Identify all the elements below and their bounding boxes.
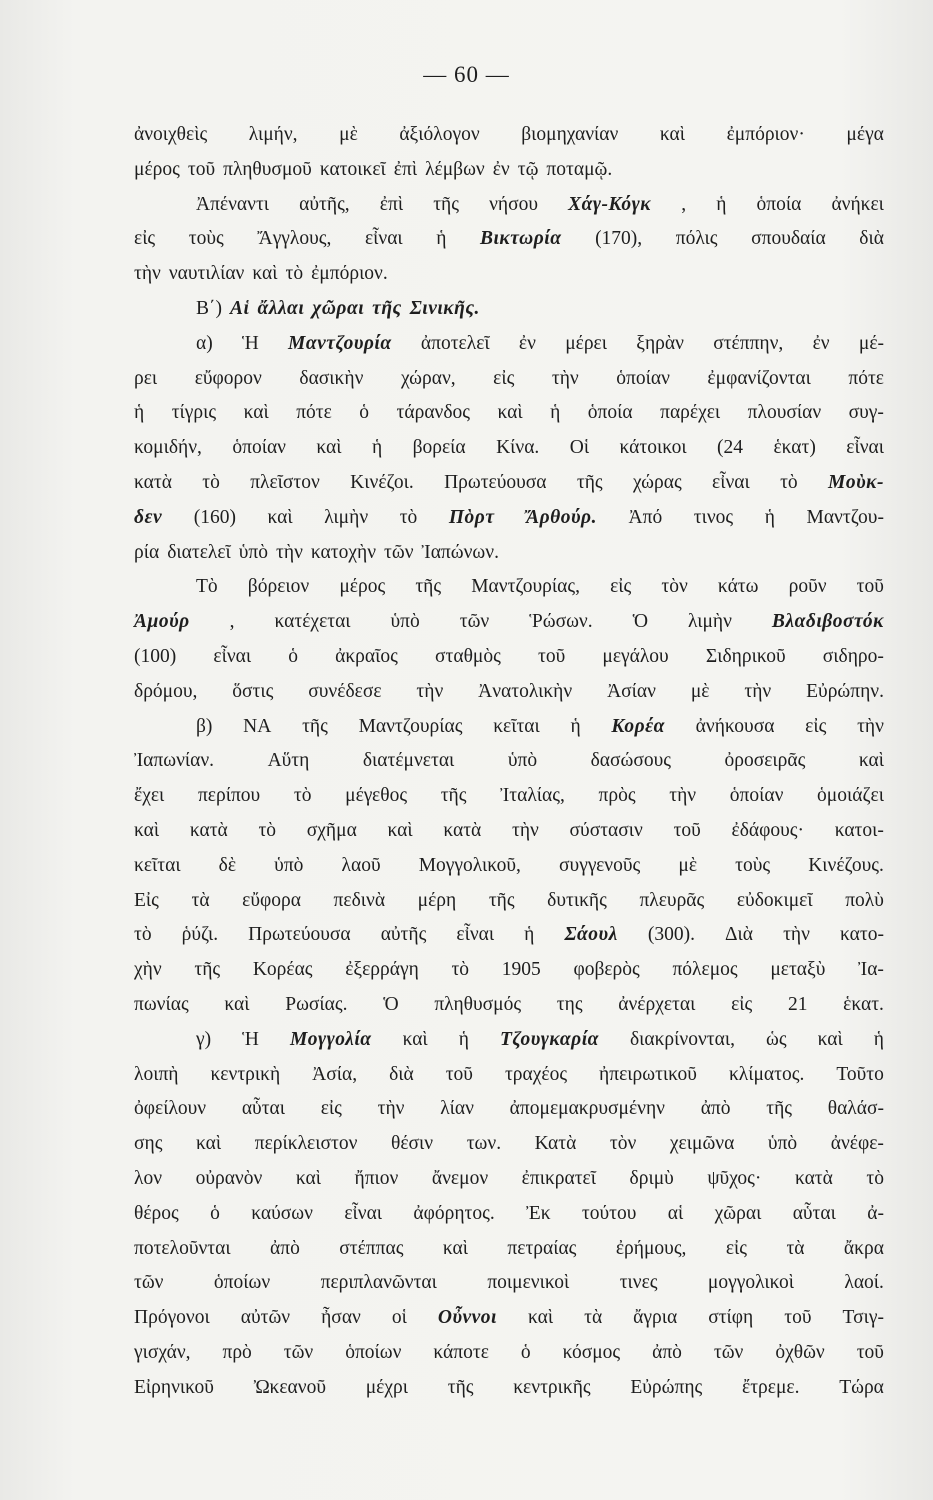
text-line: πωνίας καὶ Ρωσίας. Ὁ πληθυσμός της ἀνέρχεται εἰς 21 ἑκατ. — [134, 993, 884, 1015]
text-line: λον οὐρανὸν καὶ ἤπιον ἄνεμον ἐπικρατεῖ δριμὺ ψῦχος· κατὰ τὸ — [134, 1167, 884, 1189]
body-text — [134, 118, 884, 1405]
text-line: (100) εἶναι ὁ ἀκραῖος σταθμὸς τοῦ μεγάλου Σιδηρικοῦ σιδηρο- — [134, 645, 884, 667]
text-line: τῶν ὁποίων περιπλανῶνται ποιμενικοὶ τινες μογγολικοὶ λαοί. — [134, 1272, 884, 1294]
text-line: δεν (160) καὶ λιμὴν τὸ Πὸρτ Ἄρθούρ. Ἀπό τινος ἡ Μαντζου- — [134, 506, 884, 528]
page-number: — 60 — — [423, 62, 510, 87]
text-line: λοιπὴ κεντρικὴ Ἀσία, διὰ τοῦ τραχέος ἠπειρωτικοῦ κλίματος. Τοῦτο — [134, 1063, 884, 1085]
text-line: σης καὶ περίκλειστον θέσιν των. Κατὰ τὸν χειμῶνα ὑπὸ ἀνέφε- — [134, 1133, 884, 1155]
text-line: Ἀπέναντι αὐτῆς, ἐπὶ τῆς νήσου Χάγ-Κόγκ , ἡ ὁποία ἀνήκει — [196, 193, 884, 215]
text-line: δρόμου, ὅστις συνέδεσε τὴν Ἀνατολικὴν Ἀσίαν μὲ τὴν Εὐρώπην. — [134, 680, 884, 702]
text-line: ποτελοῦνται ἀπὸ στέππας καὶ πετραίας ἐρήμους, εἰς τὰ ἄκρα — [134, 1237, 884, 1259]
text-line: γισχάν, πρὸ τῶν ὁποίων κάποτε ὁ κόσμος ἀπὸ τῶν ὀχθῶν τοῦ — [134, 1341, 884, 1363]
text-line: Β΄) Αἱ ἄλλαι χῶραι τῆς Σινικῆς. — [196, 297, 480, 319]
text-line: ἀνοιχθεὶς λιμήν, μὲ ἀξιόλογον βιομηχανίαν καὶ ἐμπόριον· μέγα — [134, 124, 884, 145]
text-line: ρία διατελεῖ ὑπὸ τὴν κατοχὴν τῶν Ἰαπώνων. — [134, 541, 499, 563]
text-line: μέρος τοῦ πληθυσμοῦ κατοικεῖ ἐπὶ λέμβων ἐν τῷ ποταμῷ. — [134, 158, 613, 180]
text-line: τὴν ναυτιλίαν καὶ τὸ ἐμπόριον. — [134, 263, 388, 285]
text-line: κατὰ τὸ πλεῖστον Κινέζοι. Πρωτεύουσα τῆς χώρας εἶναι τὸ Μοὺκ- — [134, 471, 884, 493]
text-line: ὀφείλουν αὗται εἰς τὴν λίαν ἀπομεμακρυσμένην ἀπὸ τῆς θαλάσ- — [134, 1098, 884, 1120]
text-line: Εἰρηνικοῦ Ὠκεανοῦ μέχρι τῆς κεντρικῆς Εὐρώπης ἔτρεμε. Τώρα — [134, 1376, 884, 1398]
text-line: κομιδήν, ὁποίαν καὶ ἡ βορεία Κίνα. Οἱ κάτοικοι (24 ἑκατ) εἶναι — [134, 437, 884, 459]
text-line: χὴν τῆς Κορέας ἐξερράγη τὸ 1905 φοβερὸς πόλεμος μεταξὺ Ἰα- — [134, 959, 884, 981]
text-line: α) Ἡ Μαντζουρία ἀποτελεῖ ἐν μέρει ξηρὰν στέππην, ἐν μέ- — [196, 332, 884, 354]
text-line: θέρος ὁ καύσων εἶναι ἀφόρητος. Ἐκ τούτου αἱ χῶραι αὗται ἀ- — [134, 1202, 884, 1224]
text-line: τὸ ῥύζι. Πρωτεύουσα αὐτῆς εἶναι ἡ Σάουλ (300). Διὰ τὴν κατο- — [134, 924, 884, 946]
text-line: Τὸ βόρειον μέρος τῆς Μαντζουρίας, εἰς τὸν κάτω ροῦν τοῦ — [196, 576, 884, 598]
text-line: εἰς τοὺς Ἄγγλους, εἶναι ἡ Βικτωρία (170), πόλις σπουδαία διὰ — [134, 228, 884, 250]
text-line: ἡ τίγρις καὶ πότε ὁ τάρανδος καὶ ἡ ὁποία παρέχει πλουσίαν συγ- — [134, 402, 884, 424]
text-line: κεῖται δὲ ὑπὸ λαοῦ Μογγολικοῦ, συγγενοῦς μὲ τοὺς Κινέζους. — [134, 854, 884, 876]
text-line: Εἰς τὰ εὔφορα πεδινὰ μέρη τῆς δυτικῆς πλευρᾶς εὐδοκιμεῖ πολὺ — [134, 889, 884, 911]
text-line: β) ΝΑ τῆς Μαντζουρίας κεῖται ἡ Κορέα ἀνήκουσα εἰς τὴν — [196, 715, 884, 737]
text-line: καὶ κατὰ τὸ σχῆμα καὶ κατὰ τὴν σύστασιν τοῦ ἐδάφους· κατοι- — [134, 819, 884, 841]
text-line: Πρόγονοι αὐτῶν ἦσαν οἱ Οὖννοι καὶ τὰ ἄγρια στίφη τοῦ Τσιγ- — [134, 1307, 884, 1329]
text-line: γ) Ἡ Μογγολία καὶ ἡ Τζουγκαρία διακρίνονται, ὡς καὶ ἡ — [196, 1028, 884, 1050]
text-line: ἔχει περίπου τὸ μέγεθος τῆς Ἰταλίας, πρὸς τὴν ὁποίαν ὁμοιάζει — [134, 785, 884, 807]
text-line: Ἰαπωνίαν. Αὕτη διατέμνεται ὑπὸ δασώσους ὀροσειρᾶς καὶ — [134, 750, 884, 772]
text-line: ρει εὔφορον δασικὴν χώραν, εἰς τὴν ὁποίαν ἐμφανίζονται πότε — [134, 367, 884, 389]
text-line: Ἀμούρ , κατέχεται ὑπὸ τῶν Ῥώσων. Ὁ λιμὴν Βλαδιβοστόκ — [134, 611, 884, 633]
